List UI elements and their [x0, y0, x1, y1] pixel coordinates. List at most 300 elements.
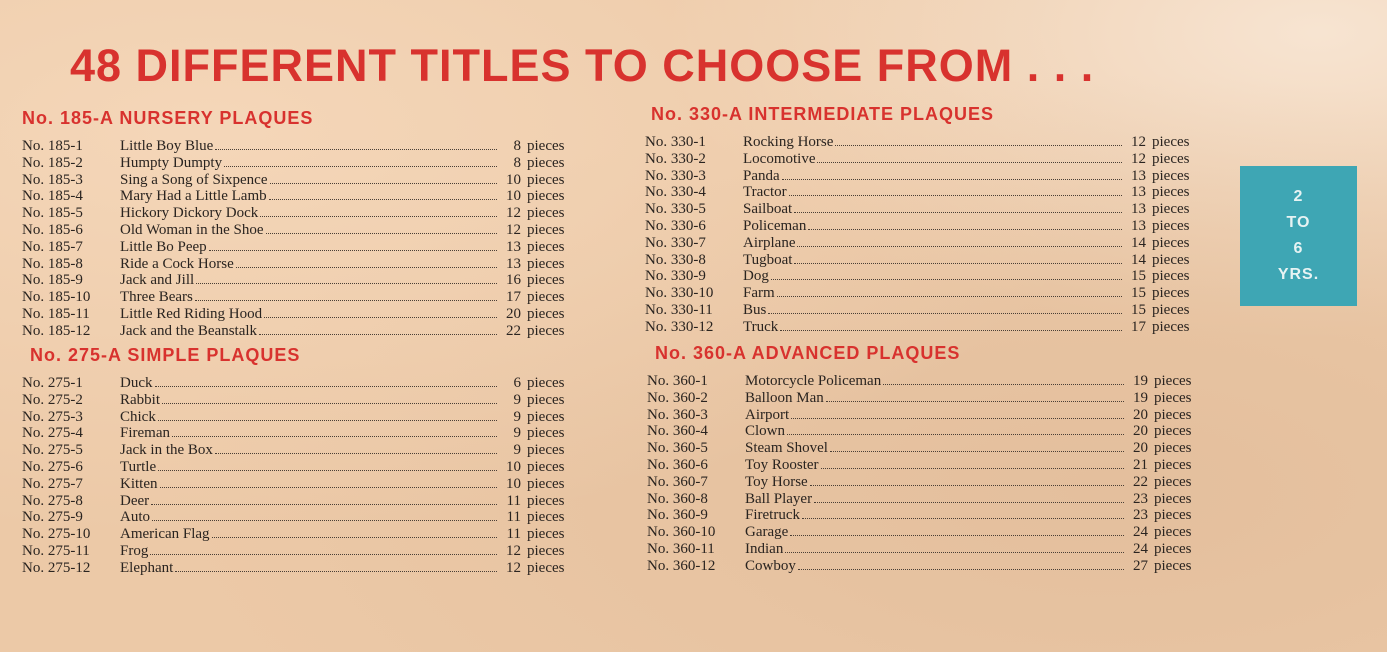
list-item — [22, 526, 577, 543]
list-item — [22, 375, 577, 392]
piece-unit: pieces — [527, 171, 565, 188]
piece-count: 12 — [506, 221, 521, 238]
item-name: Farm — [743, 285, 775, 302]
list-item — [645, 268, 1202, 285]
piece-unit: pieces — [1154, 373, 1192, 389]
piece-unit: pieces — [527, 458, 565, 475]
piece-count: 8 — [513, 154, 521, 171]
dot-leader — [172, 436, 497, 437]
item-number: No. 360-10 — [647, 524, 716, 541]
section-title: No. 275-A SIMPLE PLAQUES — [30, 345, 301, 365]
piece-unit: pieces — [527, 509, 565, 526]
item-number: No. 185-11 — [22, 305, 90, 322]
piece-unit: pieces — [527, 188, 565, 205]
piece-unit: pieces — [1154, 557, 1192, 574]
list-item — [645, 302, 1202, 319]
item-number: No. 360-1 — [647, 373, 708, 389]
piece-unit: pieces — [527, 559, 565, 576]
dot-leader — [835, 145, 1122, 146]
dot-leader — [215, 149, 497, 150]
piece-count: 13 — [1131, 167, 1146, 184]
item-number: No. 360-2 — [647, 389, 708, 406]
dot-leader — [883, 384, 1124, 385]
piece-count: 12 — [1131, 150, 1146, 167]
list-item — [22, 392, 577, 409]
dot-leader — [797, 246, 1122, 247]
dot-leader — [794, 212, 1122, 213]
piece-count: 22 — [506, 322, 521, 339]
dot-leader — [196, 283, 497, 284]
piece-count: 24 — [1133, 524, 1148, 541]
item-name: Duck — [120, 375, 153, 391]
intermediate-plaques-section — [645, 104, 1202, 336]
item-name: Toy Horse — [745, 473, 808, 490]
piece-unit: pieces — [1152, 251, 1190, 268]
item-number: No. 360-9 — [647, 507, 708, 524]
dot-leader — [790, 535, 1124, 536]
item-name: Ball Player — [745, 490, 813, 507]
dot-leader — [212, 537, 497, 538]
piece-count: 10 — [506, 188, 521, 205]
item-number: No. 275-12 — [22, 559, 91, 576]
dot-leader — [269, 199, 497, 200]
piece-count: 13 — [506, 238, 521, 255]
item-number: No. 330-8 — [645, 251, 706, 268]
item-list — [22, 375, 577, 577]
list-item — [645, 218, 1202, 235]
piece-unit: pieces — [1152, 285, 1190, 302]
dot-leader — [814, 502, 1124, 503]
piece-count: 9 — [513, 425, 521, 442]
item-number: No. 185-12 — [22, 322, 91, 339]
item-name: Clown — [745, 423, 786, 440]
list-item — [22, 459, 577, 476]
piece-unit: pieces — [1152, 318, 1190, 335]
list-item — [645, 184, 1202, 201]
piece-count: 19 — [1133, 389, 1148, 406]
item-number: No. 185-5 — [22, 205, 83, 222]
item-name: Jack and the Beanstalk — [120, 322, 258, 339]
list-item — [647, 541, 1204, 558]
badge-line: YRS. — [1277, 266, 1320, 283]
list-item — [647, 491, 1204, 508]
item-name: Balloon Man — [745, 389, 824, 406]
piece-count: 6 — [513, 375, 521, 391]
dot-leader — [266, 233, 497, 234]
piece-unit: pieces — [527, 408, 565, 425]
dot-leader — [780, 330, 1122, 331]
item-number: No. 275-3 — [22, 408, 83, 425]
list-item — [647, 373, 1204, 390]
piece-unit: pieces — [1154, 423, 1192, 440]
piece-unit: pieces — [1152, 150, 1190, 167]
piece-count: 11 — [506, 509, 521, 526]
item-number: No. 330-3 — [645, 167, 706, 184]
dot-leader — [151, 504, 497, 505]
list-item — [645, 319, 1202, 336]
piece-unit: pieces — [1152, 201, 1190, 218]
item-name: Little Red Riding Hood — [120, 305, 263, 322]
item-number: No. 330-6 — [645, 217, 706, 234]
piece-count: 16 — [506, 272, 521, 289]
piece-unit: pieces — [1152, 217, 1190, 234]
list-item — [22, 493, 577, 510]
piece-count: 23 — [1133, 507, 1148, 524]
item-number: No. 360-3 — [647, 406, 708, 423]
piece-unit: pieces — [1154, 473, 1192, 490]
dot-leader — [798, 569, 1124, 570]
item-number: No. 185-6 — [22, 221, 83, 238]
piece-count: 12 — [506, 559, 521, 576]
item-name: Elephant — [120, 559, 174, 576]
item-number: No. 360-6 — [647, 456, 708, 473]
piece-unit: pieces — [527, 154, 565, 171]
list-item — [22, 155, 577, 172]
piece-unit: pieces — [527, 205, 565, 222]
item-name: Panda — [743, 167, 780, 184]
item-list — [22, 138, 577, 340]
piece-unit: pieces — [1152, 134, 1190, 150]
list-item — [645, 168, 1202, 185]
piece-count: 24 — [1133, 540, 1148, 557]
item-name: Auto — [120, 509, 150, 526]
dot-leader — [830, 451, 1124, 452]
dot-leader — [260, 216, 497, 217]
section-title: No. 360-A ADVANCED PLAQUES — [655, 343, 961, 363]
list-item — [22, 560, 577, 577]
piece-unit: pieces — [527, 272, 565, 289]
list-item — [647, 407, 1204, 424]
piece-count: 12 — [1131, 134, 1146, 150]
item-name: Jack and Jill — [120, 272, 195, 289]
item-number: No. 185-10 — [22, 289, 91, 306]
piece-unit: pieces — [527, 322, 565, 339]
piece-unit: pieces — [527, 289, 565, 306]
piece-count: 20 — [506, 305, 521, 322]
piece-count: 12 — [506, 205, 521, 222]
badge-line: TO — [1286, 214, 1311, 231]
item-name: Jack in the Box — [120, 442, 213, 459]
item-name: Toy Rooster — [745, 456, 819, 473]
item-name: Fireman — [120, 425, 170, 442]
piece-count: 12 — [506, 542, 521, 559]
item-number: No. 275-2 — [22, 391, 83, 408]
list-item — [647, 457, 1204, 474]
item-number: No. 185-1 — [22, 138, 83, 154]
list-item — [22, 205, 577, 222]
item-number: No. 330-2 — [645, 150, 706, 167]
piece-count: 19 — [1133, 373, 1148, 389]
piece-unit: pieces — [527, 492, 565, 509]
item-number: No. 275-11 — [22, 542, 90, 559]
dot-leader — [768, 313, 1122, 314]
item-name: Little Bo Peep — [120, 238, 207, 255]
item-name: Ride a Cock Horse — [120, 255, 234, 272]
piece-unit: pieces — [1152, 301, 1190, 318]
piece-count: 15 — [1131, 268, 1146, 285]
item-number: No. 330-11 — [645, 301, 713, 318]
list-item — [22, 442, 577, 459]
piece-unit: pieces — [527, 305, 565, 322]
piece-count: 11 — [506, 492, 521, 509]
section-title: No. 185-A NURSERY PLAQUES — [22, 108, 314, 128]
item-name: Airport — [745, 406, 790, 423]
item-number: No. 330-7 — [645, 234, 706, 251]
dot-leader — [195, 300, 497, 301]
item-name: Deer — [120, 492, 150, 509]
item-name: Three Bears — [120, 289, 193, 306]
piece-count: 10 — [506, 475, 521, 492]
list-item — [22, 409, 577, 426]
list-item — [22, 222, 577, 239]
item-name: Garage — [745, 524, 789, 541]
dot-leader — [175, 571, 497, 572]
list-item — [647, 474, 1204, 491]
item-number: No. 185-9 — [22, 272, 83, 289]
list-item — [22, 138, 577, 155]
item-number: No. 275-4 — [22, 425, 83, 442]
piece-unit: pieces — [1154, 389, 1192, 406]
piece-count: 15 — [1131, 285, 1146, 302]
item-name: Little Boy Blue — [120, 138, 214, 154]
list-item — [22, 323, 577, 340]
piece-count: 9 — [513, 442, 521, 459]
item-name: Turtle — [120, 458, 157, 475]
dot-leader — [209, 250, 497, 251]
age-range-badge — [1240, 166, 1357, 306]
piece-unit: pieces — [1152, 234, 1190, 251]
piece-unit: pieces — [1154, 490, 1192, 507]
list-item — [647, 558, 1204, 575]
page-headline: 48 DIFFERENT TITLES TO CHOOSE FROM . . . — [70, 40, 1095, 91]
piece-count: 14 — [1131, 234, 1146, 251]
item-number: No. 360-4 — [647, 423, 708, 440]
list-item — [647, 423, 1204, 440]
piece-unit: pieces — [527, 542, 565, 559]
dot-leader — [791, 418, 1124, 419]
list-item — [647, 524, 1204, 541]
dot-leader — [787, 434, 1124, 435]
list-item — [645, 134, 1202, 151]
piece-count: 22 — [1133, 473, 1148, 490]
dot-leader — [264, 317, 497, 318]
list-item — [645, 201, 1202, 218]
item-number: No. 360-8 — [647, 490, 708, 507]
item-name: Firetruck — [745, 507, 800, 524]
dot-leader — [150, 554, 497, 555]
dot-leader — [215, 453, 497, 454]
piece-count: 13 — [506, 255, 521, 272]
list-item — [22, 256, 577, 273]
item-name: Steam Shovel — [745, 440, 828, 457]
item-name: Tractor — [743, 184, 787, 201]
piece-unit: pieces — [1152, 184, 1190, 201]
list-item — [22, 425, 577, 442]
item-name: Frog — [120, 542, 149, 559]
dot-leader — [158, 420, 497, 421]
item-name: American Flag — [120, 526, 210, 543]
piece-count: 11 — [506, 526, 521, 543]
dot-leader — [158, 470, 497, 471]
item-name: Hickory Dickory Dock — [120, 205, 259, 222]
item-name: Sailboat — [743, 201, 793, 218]
item-number: No. 330-9 — [645, 268, 706, 285]
piece-count: 20 — [1133, 423, 1148, 440]
list-item — [22, 188, 577, 205]
list-item — [22, 543, 577, 560]
list-item — [22, 272, 577, 289]
dot-leader — [821, 468, 1124, 469]
list-item — [647, 390, 1204, 407]
item-number: No. 360-12 — [647, 557, 716, 574]
piece-unit: pieces — [527, 442, 565, 459]
item-name: Dog — [743, 268, 769, 285]
dot-leader — [794, 263, 1122, 264]
item-name: Bus — [743, 301, 767, 318]
piece-count: 21 — [1133, 456, 1148, 473]
piece-unit: pieces — [527, 425, 565, 442]
item-number: No. 330-1 — [645, 134, 706, 150]
piece-count: 13 — [1131, 217, 1146, 234]
dot-leader — [259, 334, 497, 335]
item-number: No. 275-5 — [22, 442, 83, 459]
dot-leader — [817, 162, 1122, 163]
dot-leader — [152, 520, 497, 521]
list-item — [22, 476, 577, 493]
item-number: No. 275-1 — [22, 375, 83, 391]
item-name: Mary Had a Little Lamb — [120, 188, 267, 205]
list-item — [22, 172, 577, 189]
item-name: Motorcycle Policeman — [745, 373, 882, 389]
list-item — [645, 285, 1202, 302]
dot-leader — [160, 487, 498, 488]
piece-unit: pieces — [527, 526, 565, 543]
item-number: No. 330-10 — [645, 285, 714, 302]
piece-unit: pieces — [1154, 456, 1192, 473]
piece-count: 17 — [506, 289, 521, 306]
item-name: Cowboy — [745, 557, 796, 574]
item-number: No. 185-3 — [22, 171, 83, 188]
piece-unit: pieces — [1152, 268, 1190, 285]
item-name: Tugboat — [743, 251, 793, 268]
piece-count: 13 — [1131, 184, 1146, 201]
piece-unit: pieces — [1154, 524, 1192, 541]
dot-leader — [785, 552, 1124, 553]
dot-leader — [826, 401, 1124, 402]
item-number: No. 185-7 — [22, 238, 83, 255]
piece-count: 9 — [513, 391, 521, 408]
item-number: No. 275-8 — [22, 492, 83, 509]
dot-leader — [789, 195, 1122, 196]
advanced-plaques-section — [647, 343, 1204, 575]
list-item — [645, 252, 1202, 269]
item-number: No. 360-11 — [647, 540, 715, 557]
dot-leader — [224, 166, 497, 167]
item-list — [647, 373, 1204, 575]
piece-count: 15 — [1131, 301, 1146, 318]
item-number: No. 275-9 — [22, 509, 83, 526]
list-item — [647, 507, 1204, 524]
item-number: No. 275-7 — [22, 475, 83, 492]
item-number: No. 360-7 — [647, 473, 708, 490]
item-number: No. 275-6 — [22, 458, 83, 475]
simple-plaques-section — [22, 345, 577, 577]
item-name: Kitten — [120, 475, 158, 492]
item-number: No. 330-5 — [645, 201, 706, 218]
piece-count: 20 — [1133, 440, 1148, 457]
dot-leader — [777, 296, 1122, 297]
piece-unit: pieces — [527, 255, 565, 272]
piece-count: 10 — [506, 458, 521, 475]
item-name: Policeman — [743, 217, 807, 234]
piece-unit: pieces — [1154, 540, 1192, 557]
piece-count: 14 — [1131, 251, 1146, 268]
list-item — [645, 235, 1202, 252]
piece-count: 17 — [1131, 318, 1146, 335]
dot-leader — [236, 267, 497, 268]
dot-leader — [771, 279, 1122, 280]
list-item — [22, 509, 577, 526]
piece-count: 13 — [1131, 201, 1146, 218]
item-name: Truck — [743, 318, 779, 335]
item-number: No. 330-12 — [645, 318, 714, 335]
piece-count: 20 — [1133, 406, 1148, 423]
piece-unit: pieces — [527, 221, 565, 238]
piece-unit: pieces — [527, 138, 565, 154]
piece-count: 10 — [506, 171, 521, 188]
item-number: No. 185-8 — [22, 255, 83, 272]
piece-count: 27 — [1133, 557, 1148, 574]
dot-leader — [782, 179, 1122, 180]
list-item — [22, 306, 577, 323]
dot-leader — [810, 485, 1124, 486]
item-name: Sing a Song of Sixpence — [120, 171, 268, 188]
nursery-plaques-section — [22, 108, 577, 340]
dot-leader — [162, 403, 497, 404]
badge-line: 6 — [1293, 240, 1304, 257]
item-number: No. 185-2 — [22, 154, 83, 171]
list-item — [22, 289, 577, 306]
piece-count: 8 — [513, 138, 521, 154]
piece-unit: pieces — [527, 375, 565, 391]
item-name: Rocking Horse — [743, 134, 834, 150]
piece-count: 9 — [513, 408, 521, 425]
list-item — [647, 440, 1204, 457]
item-name: Rabbit — [120, 391, 160, 408]
piece-count: 23 — [1133, 490, 1148, 507]
list-item — [645, 151, 1202, 168]
item-name: Indian — [745, 540, 784, 557]
piece-unit: pieces — [1154, 406, 1192, 423]
badge-line: 2 — [1293, 188, 1304, 205]
list-item — [22, 239, 577, 256]
item-number: No. 185-4 — [22, 188, 83, 205]
piece-unit: pieces — [1154, 440, 1192, 457]
item-number: No. 360-5 — [647, 440, 708, 457]
piece-unit: pieces — [527, 391, 565, 408]
item-list — [645, 134, 1202, 336]
piece-unit: pieces — [527, 238, 565, 255]
item-name: Humpty Dumpty — [120, 154, 223, 171]
dot-leader — [270, 183, 498, 184]
item-number: No. 275-10 — [22, 526, 91, 543]
item-name: Airplane — [743, 234, 796, 251]
item-name: Chick — [120, 408, 156, 425]
section-title: No. 330-A INTERMEDIATE PLAQUES — [651, 104, 995, 124]
item-name: Old Woman in the Shoe — [120, 221, 264, 238]
dot-leader — [155, 386, 498, 387]
piece-unit: pieces — [1152, 167, 1190, 184]
